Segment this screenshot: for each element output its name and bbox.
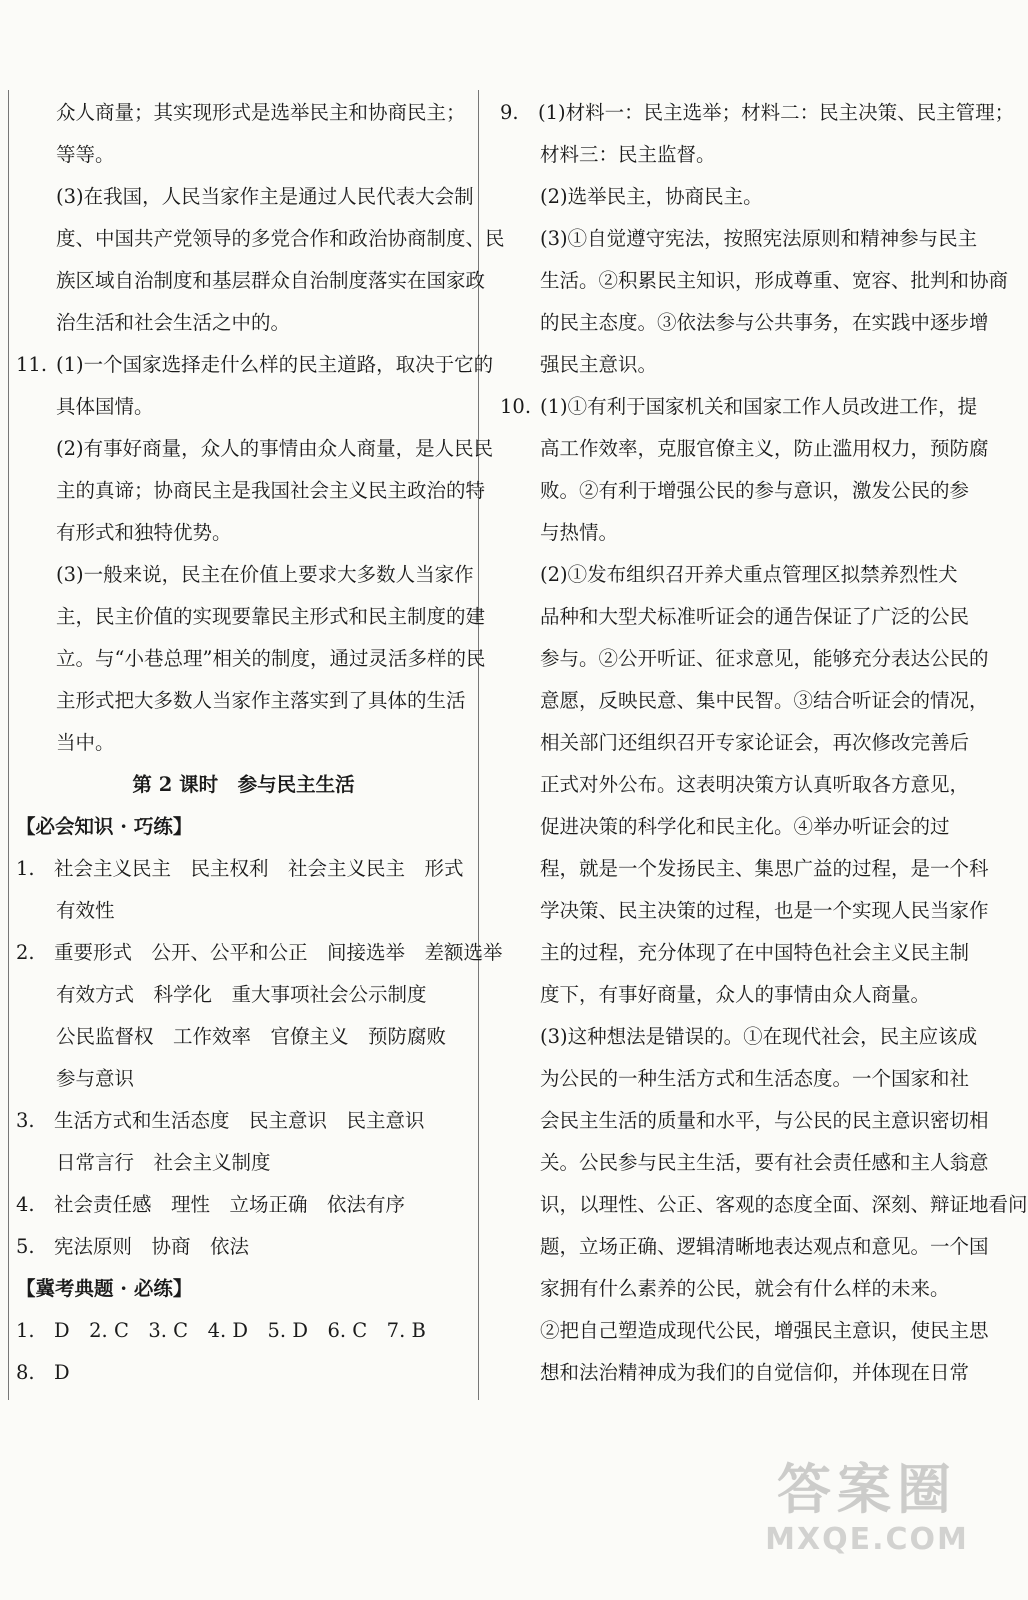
text-line: 材料三：民主监督。 xyxy=(540,143,716,166)
text-line: 公民监督权 工作效率 官僚主义 预防腐败 xyxy=(56,1025,447,1048)
question-number: 10. xyxy=(500,395,532,418)
text-line: 有效方式 科学化 重大事项社会公示制度 xyxy=(56,983,427,1006)
answer-line xyxy=(16,1352,471,1394)
question-9-line xyxy=(500,92,1015,134)
text-line: 主的真谛；协商民主是我国社会主义民主政治的特 xyxy=(56,479,486,502)
text-line: 族区域自治制度和基层群众自治制度落实在国家政 xyxy=(56,269,486,292)
question-number: 9. xyxy=(500,101,519,124)
left-margin-line xyxy=(8,90,9,1400)
text-line: D 2. C 3. C 4. D 5. D 6. C 7. B xyxy=(54,1319,426,1342)
text-line: 程，就是一个发扬民主、集思广益的过程，是一个科 xyxy=(540,857,989,880)
question-10-line xyxy=(500,386,978,428)
text-line: 会民主生活的质量和水平，与公民的民主意识密切相 xyxy=(540,1109,989,1132)
text-line: 家拥有什么素养的公民，就会有什么样的未来。 xyxy=(540,1277,950,1300)
text-line: 具体国情。 xyxy=(56,395,154,418)
watermark-logo-text: 答案圈 xyxy=(777,1458,957,1521)
question-number: 11. xyxy=(16,353,48,376)
text-line: 生活方式和生活态度 民主意识 民主意识 xyxy=(54,1109,425,1132)
answer-line xyxy=(16,1310,471,1352)
list-item xyxy=(16,848,471,890)
text-line: 社会责任感 理性 立场正确 依法有序 xyxy=(54,1193,406,1216)
item-number: 5. xyxy=(16,1235,35,1258)
item-number: 4. xyxy=(16,1193,35,1216)
text-line: (2)①发布组织召开养犬重点管理区拟禁养烈性犬 xyxy=(540,563,958,586)
text-line: 主的过程，充分体现了在中国特色社会主义民主制 xyxy=(540,941,970,964)
text-line: 想和法治精神成为我们的自觉信仰，并体现在日常 xyxy=(540,1361,970,1384)
item-number: 8. xyxy=(16,1361,35,1384)
text-line: 主，民主价值的实现要靠民主形式和民主制度的建 xyxy=(56,605,486,628)
watermark-url: MXQE.COM xyxy=(765,1522,969,1557)
text-line: 参与。②公开听证、征求意见，能够充分表达公民的 xyxy=(540,647,989,670)
list-item xyxy=(16,932,503,974)
left-column xyxy=(16,92,505,1394)
list-item xyxy=(16,1184,471,1226)
text-line: (3)这种想法是错误的。①在现代社会，民主应该成 xyxy=(540,1025,978,1048)
text-line: 强民主意识。 xyxy=(540,353,658,376)
text-line: 题，立场正确、逻辑清晰地表达观点和意见。一个国 xyxy=(540,1235,989,1258)
text-line: (1)①有利于国家机关和国家工作人员改进工作，提 xyxy=(540,395,978,418)
text-line: 正式对外公布。这表明决策方认真听取各方意见， xyxy=(540,773,970,796)
text-line: (2)选举民主，协商民主。 xyxy=(540,185,763,208)
text-line: (1)一个国家选择走什么样的民主道路，取决于它的 xyxy=(56,353,494,376)
text-line: 度、中国共产党领导的多党合作和政治协商制度、民 xyxy=(56,227,505,250)
question-11-line xyxy=(16,344,494,386)
text-line: 为公民的一种生活方式和生活态度。一个国家和社 xyxy=(540,1067,970,1090)
text-line: 有形式和独特优势。 xyxy=(56,521,232,544)
text-line: 立。与“小巷总理”相关的制度，通过灵活多样的民 xyxy=(56,647,486,670)
text-line: ②把自己塑造成现代公民，增强民主意识，使民主思 xyxy=(540,1319,989,1342)
item-number: 1. xyxy=(16,1319,35,1342)
text-line: 与热情。 xyxy=(540,521,619,544)
text-line: 相关部门还组织召开专家论证会，再次修改完善后 xyxy=(540,731,970,754)
item-number: 1. xyxy=(16,857,35,880)
text-line: 众人商量；其实现形式是选举民主和协商民主； xyxy=(56,101,466,124)
text-line: 社会主义民主 民主权利 社会主义民主 形式 xyxy=(54,857,464,880)
text-line: D xyxy=(54,1361,70,1384)
list-item xyxy=(16,1226,471,1268)
section-heading: 【冀考典题 · 必练】 xyxy=(16,1277,193,1300)
text-line: 生活。②积累民主知识，形成尊重、宽容、批判和协商 xyxy=(540,269,1009,292)
watermark-logo xyxy=(752,1458,982,1578)
text-line: 高工作效率，克服官僚主义，防止滥用权力，预防腐 xyxy=(540,437,989,460)
text-line: 宪法原则 协商 依法 xyxy=(54,1235,250,1258)
text-line: 重要形式 公开、公平和公正 间接选举 差额选举 xyxy=(54,941,503,964)
text-line: (2)有事好商量，众人的事情由众人商量，是人民民 xyxy=(56,437,494,460)
text-line: 关。公民参与民主生活，要有社会责任感和主人翁意 xyxy=(540,1151,989,1174)
section-heading: 【必会知识 · 巧练】 xyxy=(16,815,193,838)
text-line: 等等。 xyxy=(56,143,115,166)
item-number: 3. xyxy=(16,1109,35,1132)
item-number: 2. xyxy=(16,941,35,964)
text-line: 日常言行 社会主义制度 xyxy=(56,1151,271,1174)
text-line: 学决策、民主决策的过程，也是一个实现人民当家作 xyxy=(540,899,989,922)
text-line: 品种和大型犬标准听证会的通告保证了广泛的公民 xyxy=(540,605,970,628)
text-line: 度下，有事好商量，众人的事情由众人商量。 xyxy=(540,983,931,1006)
text-line: (3)一般来说，民主在价值上要求大多数人当家作 xyxy=(56,563,474,586)
list-item xyxy=(16,1100,471,1142)
text-line: 主形式把大多数人当家作主落实到了具体的生活 xyxy=(56,689,466,712)
text-line: 识，以理性、公正、客观的态度全面、深刻、辩证地看问 xyxy=(540,1193,1028,1216)
text-line: 的民主态度。③依法参与公共事务，在实践中逐步增 xyxy=(540,311,989,334)
text-line: 当中。 xyxy=(56,731,115,754)
text-line: 治生活和社会生活之中的。 xyxy=(56,311,291,334)
text-line: 促进决策的科学化和民主化。④举办听证会的过 xyxy=(540,815,950,838)
right-column xyxy=(500,92,1028,1394)
text-line: 意愿，反映民意、集中民智。③结合听证会的情况， xyxy=(540,689,989,712)
text-line: 有效性 xyxy=(56,899,115,922)
text-line: (1)材料一：民主选举；材料二：民主决策、民主管理； xyxy=(538,101,1015,124)
lesson-title: 第 2 课时 参与民主生活 xyxy=(132,773,355,796)
text-line: (3)①自觉遵守宪法，按照宪法原则和精神参与民主 xyxy=(540,227,978,250)
text-line: 参与意识 xyxy=(56,1067,135,1090)
text-line: 败。②有利于增强公民的参与意识，激发公民的参 xyxy=(540,479,970,502)
text-line: (3)在我国，人民当家作主是通过人民代表大会制 xyxy=(56,185,474,208)
